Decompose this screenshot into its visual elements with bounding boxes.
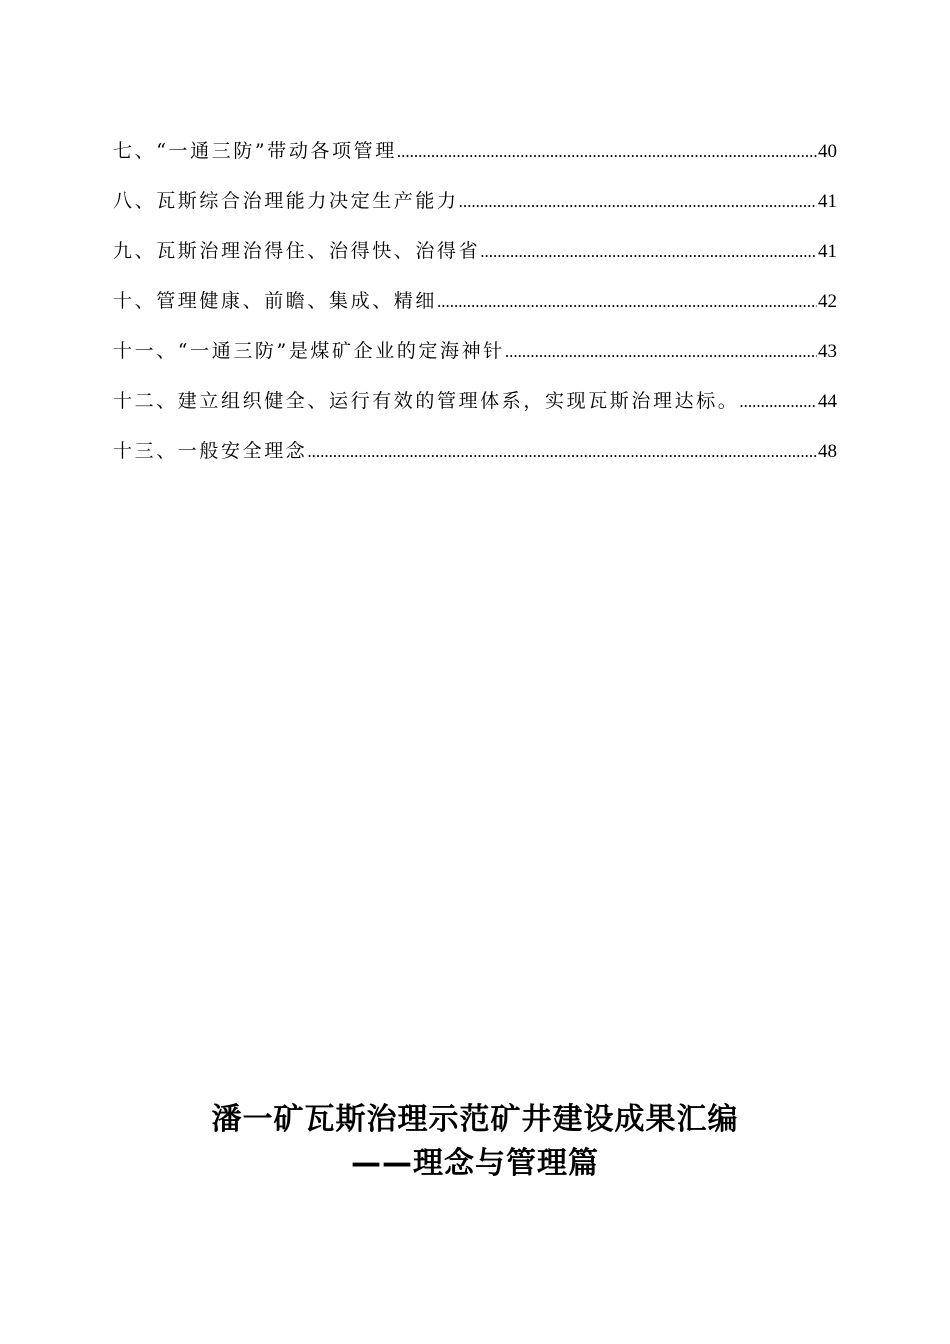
toc-entry-page: 43 xyxy=(818,341,837,362)
toc-entry[interactable] xyxy=(113,433,837,483)
toc-entry-title: 十一、“一通三防”是煤矿企业的定海神针 xyxy=(113,340,505,362)
toc-entry[interactable] xyxy=(113,383,837,433)
toc-entry[interactable] xyxy=(113,183,837,233)
toc-entry[interactable] xyxy=(113,233,837,283)
toc-entry-title: 十三、一般安全理念 xyxy=(113,440,308,462)
toc-entry[interactable] xyxy=(113,133,837,183)
toc-entry-page: 44 xyxy=(818,391,837,412)
document-subtitle: ——理念与管理篇 xyxy=(351,1146,599,1181)
document-title: 潘一矿瓦斯治理示范矿井建设成果汇编 xyxy=(211,1102,739,1137)
toc-leader-dots xyxy=(459,184,817,220)
toc-entry-page: 40 xyxy=(818,141,837,162)
toc-entry[interactable] xyxy=(113,333,837,383)
toc-entry-page: 42 xyxy=(818,291,837,312)
document-title-block xyxy=(0,1098,950,1186)
toc-leader-dots xyxy=(739,384,817,420)
toc-entry-title: 七、“一通三防”带动各项管理 xyxy=(113,140,397,162)
toc-entry-title: 十、管理健康、前瞻、集成、精细 xyxy=(113,290,438,312)
table-of-contents xyxy=(113,133,837,483)
toc-entry[interactable] xyxy=(113,283,837,333)
toc-entry-title: 十二、建立组织健全、运行有效的管理体系，实现瓦斯治理达标。 xyxy=(113,390,740,412)
toc-entry-page: 48 xyxy=(818,441,837,462)
toc-entry-title: 八、瓦斯综合治理能力决定生产能力 xyxy=(113,190,459,212)
toc-entry-page: 41 xyxy=(818,241,837,262)
toc-leader-dots xyxy=(437,284,817,320)
toc-leader-dots xyxy=(480,234,817,270)
toc-entry-title: 九、瓦斯治理治得住、治得快、治得省 xyxy=(113,240,481,262)
toc-leader-dots xyxy=(505,334,817,370)
toc-leader-dots xyxy=(397,134,817,170)
toc-leader-dots xyxy=(307,434,817,470)
toc-entry-page: 41 xyxy=(818,191,837,212)
